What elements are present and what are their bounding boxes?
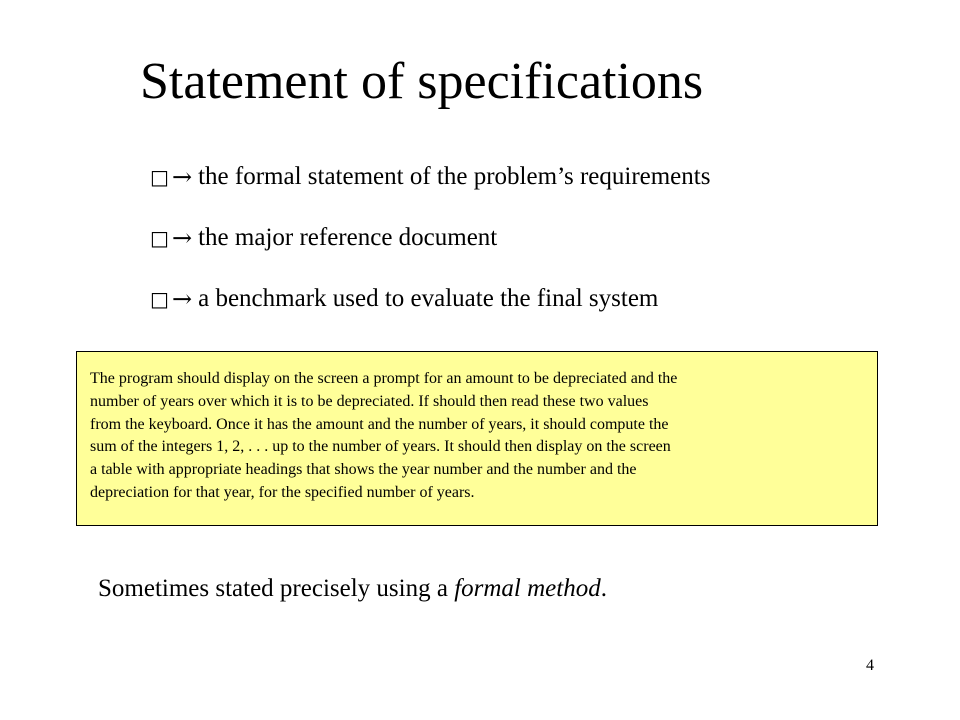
specification-line: The program should display on the screen a prompt for an amount to be depreciated and the bbox=[90, 370, 678, 387]
bullet-item bbox=[150, 223, 710, 253]
bullet-item bbox=[150, 162, 710, 192]
arrow-right-icon: → bbox=[172, 285, 193, 313]
bullet-list bbox=[150, 162, 710, 345]
specification-line: depreciation for that year, for the specified number of years. bbox=[90, 483, 475, 501]
bullet-text: the major reference document bbox=[198, 224, 498, 251]
missing-glyph-icon: □ bbox=[150, 287, 169, 311]
bullet-text: a benchmark used to evaluate the final system bbox=[198, 285, 659, 312]
bullet-text: the formal statement of the problem’s requirements bbox=[198, 163, 711, 190]
arrow-right-icon: → bbox=[172, 163, 193, 191]
footer-suffix: . bbox=[600, 575, 607, 602]
specification-line: a table with appropriate headings that shows the year number and the number and the bbox=[90, 461, 637, 479]
formal-method-emphasis: formal method bbox=[454, 575, 601, 602]
specification-text bbox=[90, 368, 880, 505]
page-number: 4 bbox=[866, 657, 874, 674]
arrow-right-icon: → bbox=[172, 224, 193, 252]
specification-box bbox=[76, 351, 878, 526]
specification-line: sum of the integers 1, 2, . . . up to the number of years. It should then display on the screen bbox=[90, 438, 671, 456]
missing-glyph-icon: □ bbox=[150, 226, 169, 250]
specification-line: number of years over which it is to be depreciated. If should then read these two values bbox=[90, 392, 649, 410]
footer-sentence bbox=[98, 575, 607, 603]
specification-line: from the keyboard. Once it has the amount and the number of years, it should compute the bbox=[90, 415, 669, 433]
bullet-item bbox=[150, 284, 710, 314]
footer-prefix: Sometimes stated precisely using a bbox=[98, 575, 455, 602]
missing-glyph-icon: □ bbox=[150, 165, 169, 189]
slide-title: Statement of specifications bbox=[140, 53, 704, 110]
